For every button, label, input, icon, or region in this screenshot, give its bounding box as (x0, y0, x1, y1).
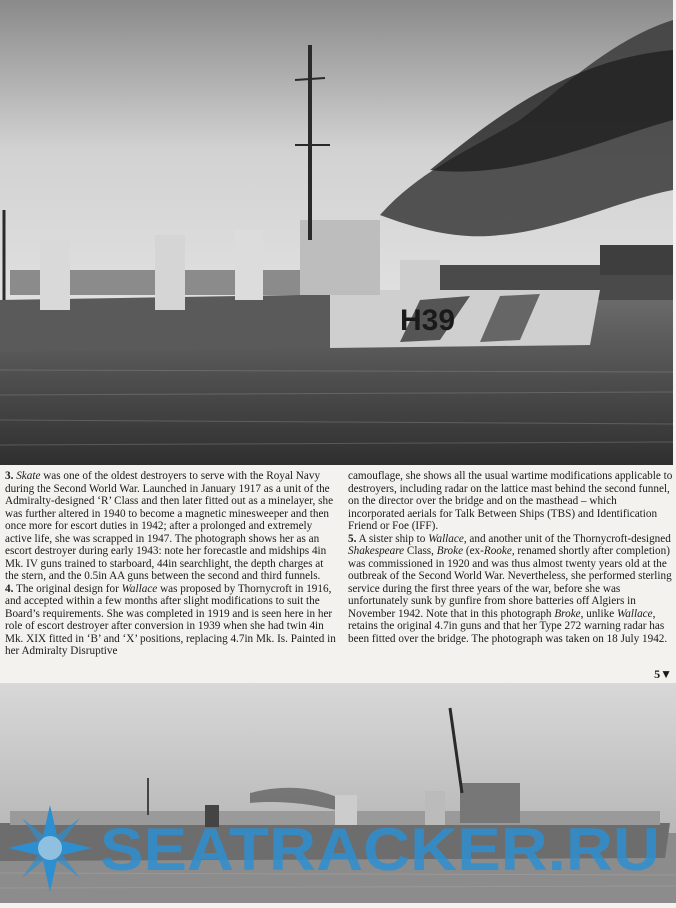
watermark-graphic (0, 800, 676, 903)
ship-name: Rooke (483, 545, 512, 557)
ship-name: Skate (16, 470, 41, 482)
ship-name: Shakespeare (348, 545, 405, 557)
caption-column-right (348, 470, 673, 645)
caption-item-5 (348, 533, 673, 646)
watermark (0, 800, 676, 903)
hull-number-label: H39 (400, 304, 456, 337)
caption-item-4 (5, 583, 338, 658)
caption-text: (ex- (463, 545, 484, 557)
ship-name: Broke (436, 545, 464, 557)
watermark-text: SEATRACKER.RU (100, 816, 660, 883)
caption-text: , retains the original 4.7in guns and that her Type 272 warning radar has been fitted over the bridge. The photograph was taken on 18 July 1942. (348, 607, 668, 645)
ship-name: Wallace (616, 607, 653, 620)
caption-text: , and another unit of the Thornycroft-designed (463, 532, 671, 545)
page-number: 5▼ (654, 667, 672, 681)
caption-number: 5. (348, 532, 357, 545)
caption-text: , renamed shortly after completion) was commissioned in 1920 and was thus almost twenty years old at the outbreak of the Second World War. Nevertheless, she performed sterling service during the first three years of the war, before she was unfortunately sunk by gunfire from shore batteries off Algiers in November 1942. Note that in this photograph (348, 545, 672, 620)
caption-text: The original design for (13, 582, 122, 595)
caption-text: , unlike (580, 607, 617, 620)
ship-name: Broke (554, 607, 581, 620)
ship-name: Wallace (121, 582, 158, 595)
caption-column-left (5, 470, 338, 658)
caption-number: 4. (5, 582, 14, 595)
caption-item-3 (5, 470, 338, 583)
compass-star-icon (8, 805, 92, 892)
caption-text: was proposed by Thornycroft in 1916, and accepted within a few months after slight modifications to suit the Board’s requirements. She was completed in 1919 and is seen here in her role of escort destroyer after conversion in 1939 when she had twin 4in Mk. XIX fitted in ‘B’ and ‘X’ positions, replacing 4.7in Mk. Is. Painted in her Admiralty Disruptive (5, 582, 336, 657)
caption-number: 3. (5, 470, 14, 482)
caption-item-4-continued: camouflage, she shows all the usual wartime modifications applicable to destroyers, including radar on the lattice mast behind the second funnel, on the director over the bridge and on the masthead – which incorporated aerials for Talk Between Ships (TBS) and Identification Friend or Foe (IFF). (348, 470, 673, 532)
caption-text: A sister ship to (356, 532, 429, 545)
caption-text: Class, (404, 545, 437, 557)
ship-name: Wallace (428, 532, 464, 545)
caption-text: was one of the oldest destroyers to serve with the Royal Navy during the Second World War. Launched in January 1917 as a unit of the Admiralty-designed ‘R’ Class and then later fitted out as a minelayer, she was further altered in 1940 to become a magnetic minesweeper and then once more for escort duties in 1942; after a prolonged and extremely active life, she was scrapped in 1947. The photograph shows her as an escort destroyer during early 1943: note her forecastle and midships 4in Mk. IV guns trained to starboard, 44in searchlight, the depth charges at the stern, and the 0.5in AA guns between the second and third funnels. (5, 470, 334, 582)
